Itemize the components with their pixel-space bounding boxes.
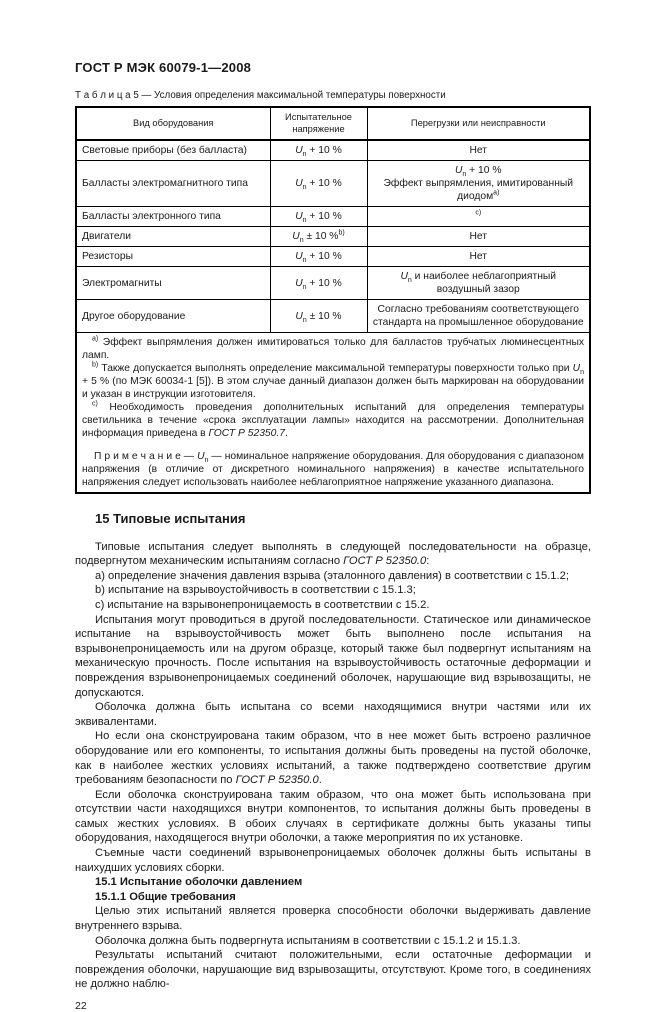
- u-subscript: n: [302, 283, 307, 291]
- table-5-max-surface-temperature: [75, 106, 591, 494]
- paragraph: Оболочка должна быть подвергнута испытаниям в соответствии с 15.1.2 и 15.1.3.: [95, 934, 521, 947]
- u-symbol: U: [295, 277, 303, 289]
- footnote-marker: c): [92, 400, 98, 408]
- doc-code-header: ГОСТ Р МЭК 60079-1—2008: [75, 60, 252, 75]
- u-subscript: n: [302, 257, 307, 265]
- standard-reference: ГОСТ Р 52350.0: [343, 555, 427, 568]
- table-header-row: [76, 107, 590, 140]
- table-note: П р и м е ч а н и е — $U_n$ — номинальное напряжение оборудования. Для оборудования с диапазоном напряжения (в отличие от дискретного номинального напряжения) в качестве испытательного напряжения следует использовать наиболее неблагоприятное напряжение указанного диапазона.: [82, 451, 584, 488]
- footnote-marker: a): [92, 335, 99, 343]
- fault-cell: Нет: [367, 247, 590, 267]
- u-subscript: n: [462, 171, 467, 179]
- subsection-title-15-1-1: 15.1.1 Общие требования: [95, 890, 236, 903]
- table-footnotes-cell: [76, 333, 590, 494]
- u-subscript: n: [299, 237, 304, 245]
- equipment-cell: Балласты электронного типа: [76, 207, 270, 227]
- paragraph: Целью этих испытаний является проверка способности оболочки выдерживать давление внутреннего взрыва.: [75, 905, 591, 933]
- list-item: c) испытание на взрывонепроницаемость в соответствии с 15.2.: [95, 598, 430, 611]
- table-row: [76, 267, 590, 300]
- equipment-cell: Другое оборудование: [76, 300, 270, 333]
- voltage-cell: $U_n + 10$ %: [270, 161, 367, 207]
- list-item: a) определение значения давления взрыва (эталонного давления) в соответствии с 15.1.2;: [95, 569, 569, 582]
- voltage-cell: $U_n + 10$ %: [270, 207, 367, 227]
- footnote-marker: c): [475, 209, 482, 217]
- list-item: b) испытание на взрывоустойчивость в соответствии с 15.1.3;: [95, 584, 416, 597]
- footnote-marker: b): [92, 361, 99, 369]
- paragraph: Но если она сконструирована таким образом, что в нее может быть встроено различное оборудование или его компоненты, то испытания должны быть проведены на пустой оболочке, как в наиболее жестких условиях испытаний, а также подтверждено соответствие другим требованиям безопасности по ГОСТ Р 52350.0.: [75, 730, 591, 787]
- u-symbol: U: [295, 145, 303, 156]
- u-symbol: U: [400, 271, 408, 282]
- paragraph: Результаты испытаний считают положительными, если остаточные деформации и повреждения оболочки, нарушающие вид взрывозащиты, отсутствуют. Кроме того, в соединениях не должно наблю-: [75, 949, 591, 991]
- fault-cell: $U_n + 10$ % Эффект выпрямления, имитированный диодом$^{a)}$: [367, 161, 590, 207]
- standard-reference: ГОСТ Р 52350.0: [235, 774, 319, 787]
- subsection-title-15-1: 15.1 Испытание оболочки давлением: [95, 876, 303, 889]
- fault-cell: Согласно требованиям соответствующего стандарта на промышленное оборудование: [367, 300, 590, 333]
- table-row: [76, 227, 590, 247]
- equipment-cell: Двигатели: [76, 227, 270, 247]
- fault-cell: [367, 207, 590, 227]
- paragraph: Если оболочка сконструирована таким образом, что она может быть использована при отсутствии части находящихся внутри компонентов, то испытания должны быть проведены в самых жестких условиях. В обоих случаях в сертификате должны быть указаны типы оборудования, находящегося внутри оболочки, а также мероприятия по их установке.: [75, 788, 591, 845]
- voltage-cell: $U_n + 10$ %: [270, 267, 367, 300]
- paragraph: Съемные части соединений взрывонепроницаемых оболочек должны быть испытаны в наихудших условиях сборки.: [75, 847, 591, 874]
- u-symbol: U: [295, 178, 303, 189]
- u-symbol: U: [454, 165, 463, 176]
- u-subscript: n: [302, 151, 307, 159]
- paragraph: Оболочка должна быть испытана со всеми находящимися внутри частями или их эквивалентами.: [75, 701, 591, 728]
- voltage-cell: $U_n \pm 10$ %$^{b)}$: [270, 227, 367, 247]
- voltage-cell: $U_n + 10$ %: [270, 140, 367, 161]
- u-subscript: n: [302, 217, 307, 225]
- equipment-cell: Балласты электромагнитного типа: [76, 161, 270, 207]
- footnote-c: $^{c)}$ Необходимость проведения дополнительных испытаний для определения температуры светильника в течение «срока эксплуатации лампы» находится на рассмотрении. Дополнительная информация приведена в ГОСТ Р 52350.7.: [82, 400, 584, 439]
- u-symbol: U: [295, 310, 303, 322]
- u-symbol: U: [295, 211, 303, 222]
- equipment-cell: Электромагниты: [76, 267, 270, 300]
- footnote-b: $^{b)}$ Также допускается выполнять определение максимальной температуры поверхности только при $U_n + 5$ % (по МЭК 60034-1 [5]). В этом случае данный диапазон должен быть маркирован на оборудовании и указан в инструкции изготовителя.: [82, 361, 584, 400]
- section-title: 15 Типовые испытания: [95, 511, 246, 526]
- col-header-test-voltage: Испытательное напряжение: [270, 107, 367, 140]
- section-15: [75, 512, 591, 992]
- footnote-a: $^{a)}$ Эффект выпрямления должен имитироваться только для балластов трубчатых люминесцентных ламп.: [82, 335, 584, 361]
- paragraph: Типовые испытания следует выполнять в следующей последовательности на образце, подвергнутом механическим испытаниям согласно ГОСТ Р 52350.0:: [75, 540, 591, 568]
- page-content: [75, 60, 591, 1012]
- paragraph: Испытания могут проводиться в другой последовательности. Статическое или динамическое испытание на взрывоустойчивость может быть выполнено после испытания на взрывонепроницаемость или на другом образце, который также был подвергнут испытаниям на механическую прочность. После испытания на взрывоустойчивость остаточные деформации и повреждения взрывонепроницаемых соединений оболочек, нарушающие вид взрывозащиты, не допускаются.: [75, 613, 591, 699]
- u-subscript: n: [302, 184, 307, 192]
- table-footer-row: [76, 333, 590, 494]
- voltage-cell: $U_n \pm 10$ %: [270, 300, 367, 333]
- table-row: [76, 247, 590, 267]
- standard-reference: ГОСТ Р 52350.7: [208, 428, 285, 439]
- u-symbol: U: [295, 251, 303, 262]
- table-row: [76, 161, 590, 207]
- table-caption: Т а б л и ц а 5 — Условия определения максимальной температуры поверхности: [75, 90, 446, 101]
- equipment-cell: Световые приборы (без балласта): [76, 140, 270, 161]
- fault-cell: Нет: [367, 227, 590, 247]
- u-subscript: n: [407, 277, 412, 285]
- table-row: [76, 140, 590, 161]
- fault-cell: Нет: [367, 140, 590, 161]
- table-row: [76, 300, 590, 333]
- u-subscript: n: [204, 457, 209, 465]
- page-number: 22: [75, 1000, 87, 1012]
- u-symbol: U: [572, 363, 581, 374]
- footnote-marker: a): [493, 189, 500, 197]
- table-row: [76, 207, 590, 227]
- equipment-cell: Резисторы: [76, 247, 270, 267]
- col-header-equipment: Вид оборудования: [76, 107, 270, 140]
- footnote-marker: b): [338, 229, 345, 237]
- col-header-overloads: Перегрузки или неисправности: [367, 107, 590, 140]
- fault-cell: $U_n$ и наиболее неблагоприятный воздушный зазор: [367, 267, 590, 300]
- voltage-cell: $U_n + 10$ %: [270, 247, 367, 267]
- u-symbol: U: [292, 231, 300, 242]
- u-symbol: U: [197, 451, 205, 462]
- u-subscript: n: [580, 369, 584, 377]
- u-subscript: n: [302, 316, 307, 324]
